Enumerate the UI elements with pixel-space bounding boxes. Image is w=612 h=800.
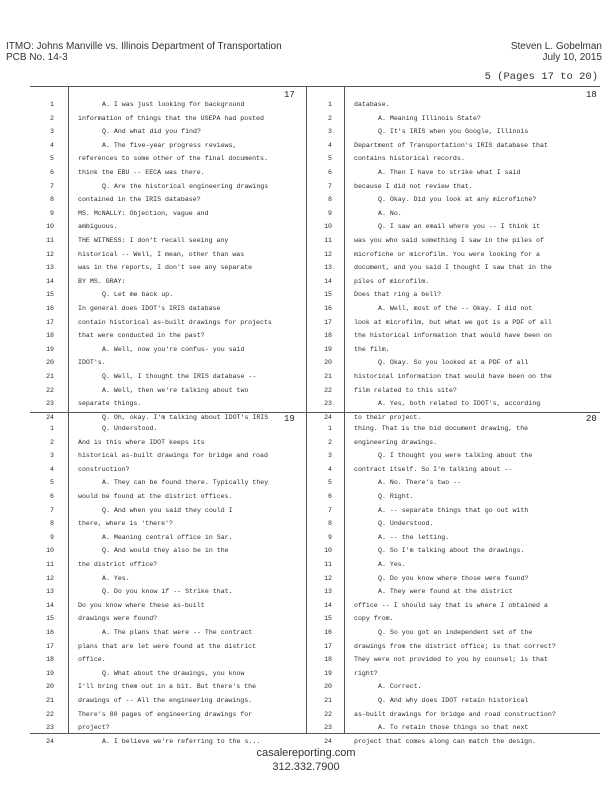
line-number: 1 xyxy=(328,101,332,108)
line-number: 20 xyxy=(324,683,332,691)
line-number: 16 xyxy=(46,629,54,636)
transcript-line: Q. Understood. xyxy=(102,425,158,432)
line-number: 8 xyxy=(50,196,54,204)
transcript-line: to their project. xyxy=(354,413,422,421)
transcript-line: microfiche or microfilm. You were looking for a xyxy=(354,250,540,258)
transcript-line: Q. Okay. Did you look at any microfiche? xyxy=(378,196,537,204)
transcript-line: look at microfilm, but what we got is a PDF of all xyxy=(354,318,552,326)
line-number: 3 xyxy=(328,452,332,460)
transcript-line: BY MS. GRAY: xyxy=(78,277,126,285)
docket-number: PCB No. 14-3 xyxy=(6,52,68,63)
line-number: 10 xyxy=(46,547,54,555)
line-number: 12 xyxy=(46,250,54,258)
transcript-line: Q. Are the historical engineering drawings xyxy=(102,182,269,190)
transcript-line: A. Then I have to strike what I said xyxy=(378,169,521,176)
transcript-line: IDOT's. xyxy=(78,359,106,367)
transcript-line: there, where is 'there'? xyxy=(78,520,173,528)
transcript-line: A. They were found at the district xyxy=(378,588,513,596)
line-number: 13 xyxy=(46,588,54,596)
line-number: 4 xyxy=(50,141,54,149)
transcript-line: Q. Do you know where those were found? xyxy=(378,574,529,582)
line-number: 19 xyxy=(324,345,332,353)
transcript-line: was in the reports, I don't see any separate xyxy=(78,264,253,272)
footer-website: casalereporting.com xyxy=(256,747,356,759)
page-number: 20 xyxy=(586,414,597,424)
transcript-line: Does that ring a bell? xyxy=(354,291,442,299)
line-number: 6 xyxy=(50,169,54,176)
line-number: 9 xyxy=(50,209,54,217)
transcript-line: would be found at the district offices. xyxy=(78,493,233,500)
transcript-line: contained in the IRIS database? xyxy=(78,196,201,204)
line-number: 21 xyxy=(324,373,332,380)
transcript-line: Q. So I'm talking about the drawings. xyxy=(378,547,525,555)
line-number: 10 xyxy=(324,223,332,231)
line-number: 12 xyxy=(324,574,332,582)
transcript-line: Q. Understood. xyxy=(378,520,434,528)
line-number: 14 xyxy=(324,277,332,285)
transcript-line: In general does IDOT's IRIS database xyxy=(78,305,221,312)
line-number: 20 xyxy=(46,683,54,691)
line-number: 16 xyxy=(324,305,332,312)
transcript-line: A. Well, now you're confus- you said xyxy=(102,345,245,353)
line-number: 9 xyxy=(328,209,332,217)
line-number: 24 xyxy=(46,413,54,421)
line-number: 22 xyxy=(324,386,332,394)
center-margin-rule xyxy=(344,86,345,733)
transcript-line: Q. Okay. So you looked at a PDF of all xyxy=(378,359,529,367)
transcript-line: film related to this site? xyxy=(354,386,457,394)
line-number: 18 xyxy=(46,332,54,340)
line-number: 23 xyxy=(324,400,332,408)
line-number: 5 xyxy=(50,155,54,163)
page-number: 19 xyxy=(284,414,295,424)
transcript-line: A. Meaning Illinois State? xyxy=(378,114,481,122)
transcript-line: A. Yes. xyxy=(378,561,406,568)
transcript-line: A. They can be found there. Typically they xyxy=(102,479,269,487)
transcript-line: historical information that would have been on the xyxy=(354,373,552,380)
line-number: 17 xyxy=(324,642,332,650)
transcript-line: Q. So you got an independent set of the xyxy=(378,629,533,636)
line-number: 6 xyxy=(328,493,332,500)
transcript-line: A. The five-year progress reviews, xyxy=(102,141,237,149)
transcript-line: Q. And why does IDOT retain historical xyxy=(378,697,529,704)
line-number: 5 xyxy=(328,479,332,487)
line-number: 6 xyxy=(328,169,332,176)
line-number: 11 xyxy=(324,237,332,244)
transcript-line: plans that are let were found at the district xyxy=(78,642,257,650)
transcript-line: office -- I should say that is where I obtained a xyxy=(354,601,548,609)
transcript-line: think the EBU -- EECA was there. xyxy=(78,169,205,176)
transcript-line: historical -- Well, I mean, other than was xyxy=(78,250,245,258)
transcript-line: separate things. xyxy=(78,400,142,408)
line-number: 24 xyxy=(46,737,54,745)
transcript-line: A. I believe we're referring to the s... xyxy=(102,737,261,745)
line-number: 24 xyxy=(324,413,332,421)
transcript-line: Q. And what did you find? xyxy=(102,128,201,136)
transcript-line: right? xyxy=(354,669,378,677)
line-number: 7 xyxy=(328,506,332,514)
transcript-line: A. Yes, both related to IDOT's, according xyxy=(378,400,541,408)
line-number: 1 xyxy=(50,425,54,432)
line-number: 5 xyxy=(328,155,332,163)
transcript-line: as-built drawings for bridge and road construction? xyxy=(354,710,556,718)
line-number: 11 xyxy=(46,561,54,568)
top-rule xyxy=(30,86,600,87)
line-number: 9 xyxy=(50,533,54,541)
transcript-line: A. Well, most of the -- Okay. I did not xyxy=(378,305,533,312)
line-number: 11 xyxy=(46,237,54,244)
witness-name: Steven L. Gobelman xyxy=(510,41,602,52)
transcript-line: A. -- the letting. xyxy=(378,533,450,541)
line-number: 14 xyxy=(46,277,54,285)
line-number: 13 xyxy=(324,264,332,272)
left-margin-rule xyxy=(68,86,69,733)
transcript-line: drawings of -- All the engineering drawings. xyxy=(78,697,253,704)
line-number: 8 xyxy=(50,520,54,528)
line-number: 5 xyxy=(50,479,54,487)
line-number: 24 xyxy=(324,737,332,745)
line-number: 4 xyxy=(328,465,332,473)
transcript-line: Q. Let me back up. xyxy=(102,291,174,299)
line-number: 14 xyxy=(46,601,54,609)
transcript-line: construction? xyxy=(78,465,130,473)
page-number: 18 xyxy=(586,90,597,100)
transcript-line: contain historical as-built drawings for projects xyxy=(78,318,272,326)
line-number: 4 xyxy=(50,465,54,473)
transcript-line: Q. Right. xyxy=(378,493,414,500)
transcript-line: They were not provided to you by counsel; is that xyxy=(354,656,548,664)
transcript-line: Q. Do you know if -- Strike that. xyxy=(102,588,233,596)
line-number: 13 xyxy=(46,264,54,272)
transcript-line: A. Yes. xyxy=(102,574,130,582)
transcript-line: Q. What about the drawings, you know xyxy=(102,669,245,677)
line-number: 18 xyxy=(324,332,332,340)
line-number: 8 xyxy=(328,520,332,528)
line-number: 9 xyxy=(328,533,332,541)
transcript-line: A. No. xyxy=(378,209,402,217)
transcript-line: I'll bring them out in a bit. But there's the xyxy=(78,683,257,691)
footer-phone: 312.332.7900 xyxy=(272,761,340,773)
line-number: 11 xyxy=(324,561,332,568)
transcript-line: Q. And would they also be in the xyxy=(102,547,229,555)
line-number: 10 xyxy=(324,547,332,555)
transcript-line: project that comes along can match the design. xyxy=(354,737,537,745)
line-number: 21 xyxy=(46,697,54,704)
transcript-line: drawings from the district office; is that correct? xyxy=(354,642,556,650)
line-number: 2 xyxy=(328,438,332,446)
transcript-line: A. No. There's two -- xyxy=(378,479,462,487)
line-number: 1 xyxy=(328,425,332,432)
header-left xyxy=(6,41,282,63)
line-number: 1 xyxy=(50,101,54,108)
line-number: 22 xyxy=(324,710,332,718)
transcript-line: A. I was just looking for background xyxy=(102,101,245,108)
pages-range: 5 (Pages 17 to 20) xyxy=(484,71,598,83)
page-number: 17 xyxy=(284,90,295,100)
line-number: 15 xyxy=(324,615,332,623)
transcript-line: A. Meaning central office in Sar. xyxy=(102,533,233,541)
transcript-line: office. xyxy=(78,656,106,664)
transcript-line: engineering drawings. xyxy=(354,438,438,446)
transcript-line: Q. I saw an email where you -- I think it xyxy=(378,223,541,231)
transcript-line: Q. Oh, okay. I'm talking about IDOT's IRIS xyxy=(102,413,269,421)
line-number: 15 xyxy=(46,615,54,623)
line-number: 16 xyxy=(324,629,332,636)
transcript-line: thing. That is the bid document drawing, the xyxy=(354,425,529,432)
line-number: 3 xyxy=(328,128,332,136)
transcript-line: MS. McNALLY: Objection, vague and xyxy=(78,209,209,217)
transcript-line: Department of Transportation's IRIS database that xyxy=(354,141,548,149)
transcript-line: Q. And when you said they could I xyxy=(102,506,233,514)
line-number: 15 xyxy=(46,291,54,299)
transcript-line: A. -- separate things that go out with xyxy=(378,506,529,514)
line-number: 21 xyxy=(46,373,54,380)
transcript-line: references to some other of the final documents. xyxy=(78,155,268,163)
line-number: 2 xyxy=(328,114,332,122)
transcript-line: A. The plans that were -- The contract xyxy=(102,629,253,636)
line-number: 10 xyxy=(46,223,54,231)
transcript-line: ambiguous. xyxy=(78,223,118,231)
header-right xyxy=(511,41,602,63)
transcript-line: database. xyxy=(354,101,390,108)
line-number: 16 xyxy=(46,305,54,312)
transcript-line: A. Correct. xyxy=(378,683,422,691)
transcript-line: THE WITNESS: I don't recall seeing any xyxy=(78,237,229,244)
transcript-line: that were conducted in the past? xyxy=(78,332,205,340)
line-number: 19 xyxy=(46,345,54,353)
transcript-line: A. Well, then we're talking about two xyxy=(102,386,249,394)
transcript-line: information of things that the USEPA had posted xyxy=(78,114,264,122)
line-number: 7 xyxy=(328,182,332,190)
transcript-line: A. To retain those things so that next xyxy=(378,724,529,732)
transcript-line: Do you know where these as-built xyxy=(78,601,205,609)
transcript-line: There's 80 pages of engineering drawings for xyxy=(78,710,253,718)
line-number: 2 xyxy=(50,114,54,122)
line-number: 23 xyxy=(46,724,54,732)
line-number: 17 xyxy=(46,642,54,650)
transcript-line: And is this where IDOT keeps its xyxy=(78,438,205,446)
line-number: 23 xyxy=(324,724,332,732)
line-number: 12 xyxy=(46,574,54,582)
transcript-line: document, and you said I thought I saw that in the xyxy=(354,264,552,272)
transcript-line: because I did not review that. xyxy=(354,182,473,190)
line-number: 19 xyxy=(324,669,332,677)
line-number: 23 xyxy=(46,400,54,408)
line-number: 18 xyxy=(324,656,332,664)
transcript-line: historical as-built drawings for bridge and road xyxy=(78,452,268,460)
line-number: 20 xyxy=(46,359,54,367)
line-number: 19 xyxy=(46,669,54,677)
line-number: 17 xyxy=(324,318,332,326)
transcript-line: drawings were found? xyxy=(78,615,158,623)
transcript-line: was you who said something I saw in the piles of xyxy=(354,237,544,244)
transcript-line: contains historical records. xyxy=(354,155,465,163)
line-number: 3 xyxy=(50,452,54,460)
line-number: 22 xyxy=(46,710,54,718)
transcript-line: project? xyxy=(78,724,110,732)
line-number: 8 xyxy=(328,196,332,204)
transcript-line: contract itself. So I'm talking about -- xyxy=(354,465,513,473)
transcript-line: Q. I thought you were talking about the xyxy=(378,452,533,460)
line-number: 6 xyxy=(50,493,54,500)
transcript-line: the historical information that would have been on xyxy=(354,332,552,340)
case-title: ITMO: Johns Manville vs. Illinois Department of Transportation xyxy=(6,41,282,52)
transcript-line: Q. Well, I thought the IRIS database -- xyxy=(102,373,257,380)
transcript-line: Q. It's IRIS when you Google, Illinois xyxy=(378,128,529,136)
transcript-line: the film. xyxy=(354,345,390,353)
line-number: 14 xyxy=(324,601,332,609)
line-number: 7 xyxy=(50,182,54,190)
transcript-line: copy from. xyxy=(354,615,394,623)
transcript-line: the district office? xyxy=(78,561,158,568)
line-number: 12 xyxy=(324,250,332,258)
line-number: 13 xyxy=(324,588,332,596)
line-number: 7 xyxy=(50,506,54,514)
line-number: 18 xyxy=(46,656,54,664)
line-number: 21 xyxy=(324,697,332,704)
line-number: 17 xyxy=(46,318,54,326)
deposition-date: July 10, 2015 xyxy=(542,52,602,63)
line-number: 20 xyxy=(324,359,332,367)
line-number: 2 xyxy=(50,438,54,446)
line-number: 15 xyxy=(324,291,332,299)
line-number: 3 xyxy=(50,128,54,136)
transcript-line: piles of microfilm. xyxy=(354,277,430,285)
line-number: 22 xyxy=(46,386,54,394)
line-number: 4 xyxy=(328,141,332,149)
